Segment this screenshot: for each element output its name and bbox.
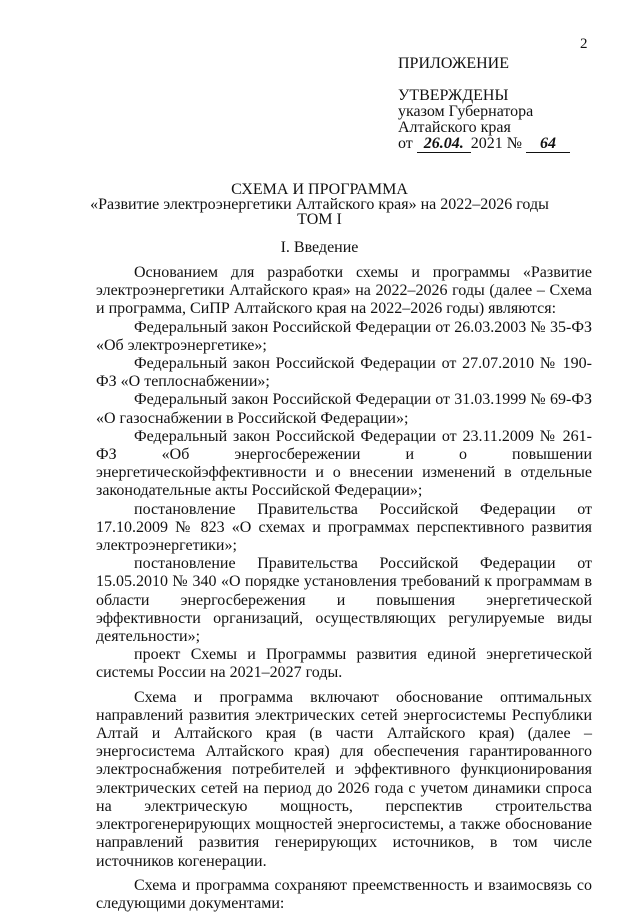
appendix-label: ПРИЛОЖЕНИЕ xyxy=(398,55,510,72)
paragraph: Основанием для разработки схемы и программы «Развитие электроэнергетики Алтайского края» на 2022–2026 годы (далее – Схема и программа, СиПР Алтайского края на 2022–2026 годы) являются: xyxy=(96,264,592,318)
volume-label: ТОМ I xyxy=(297,211,342,228)
approval-block xyxy=(398,56,570,153)
decree-number: 64 xyxy=(526,136,570,153)
from-label: от xyxy=(398,135,413,152)
paragraph: Федеральный закон Российской Федерации от 31.03.1999 № 69-ФЗ «О газоснабжении в Российской Федерации»; xyxy=(96,391,592,427)
document-body xyxy=(96,264,592,913)
decree-line-2: Алтайского края xyxy=(398,119,511,136)
paragraph: Федеральный закон Российской Федерации от 23.11.2009 № 261-ФЗ «Об энергосбережении и о повышении энергетическойэффективности и о внесении изменений в отдельные законодательные акты Российской Федерации»; xyxy=(96,427,592,500)
section-heading: I. Введение xyxy=(280,239,359,256)
paragraph: Схема и программа включают обоснование оптимальных направлений развития электрических сетей энергосистемы Республики Алтай и Алтайского края (в части Алтайского края) (далее – энергосистема Алтайского края) для обеспечения гарантированного электроснабжения потребителей и эффективного функционирования электрических сетей на период до 2026 года с учетом динамики спроса на электрическую мощность, перспектив строительства электрогенерирующих мощностей энергосистемы, а также обоснование направлений развития генерирующих источников, в том числе источников когенерации. xyxy=(96,688,592,870)
page-number: 2 xyxy=(580,36,588,52)
document-subtitle: «Развитие электроэнергетики Алтайского края» на 2022–2026 годы xyxy=(90,196,549,213)
decree-date: 26.04. xyxy=(417,136,471,153)
decree-line-1: указом Губернатора xyxy=(398,103,534,120)
decree-year: 2021 xyxy=(470,135,503,152)
paragraph: Федеральный закон Российской Федерации от 26.03.2003 № 35-ФЗ «Об электроэнергетике»; xyxy=(96,318,592,354)
paragraph: проект Схемы и Программы развития единой энергетической системы России на 2021–2027 годы. xyxy=(96,646,592,682)
decree-date-line xyxy=(398,136,570,153)
approved-label: УТВЕРЖДЕНЫ xyxy=(398,87,509,104)
paragraph: Схема и программа сохраняют преемственность и взаимосвязь со следующими документами: xyxy=(96,876,592,912)
document-title: СХЕМА И ПРОГРАММА xyxy=(231,181,408,198)
paragraph: постановление Правительства Российской Федерации от 15.05.2010 № 340 «О порядке установления требований к программам в области энергосбережения и повышения энергетической эффективности организаций, осуществляющих регулируемые виды деятельности»; xyxy=(96,555,592,646)
paragraph: Федеральный закон Российской Федерации от 27.07.2010 № 190-ФЗ «О теплоснабжении»; xyxy=(96,355,592,391)
paragraph: постановление Правительства Российской Федерации от 17.10.2009 № 823 «О схемах и программах перспективного развития электроэнергетики»; xyxy=(96,500,592,555)
number-sign: № xyxy=(506,135,523,152)
